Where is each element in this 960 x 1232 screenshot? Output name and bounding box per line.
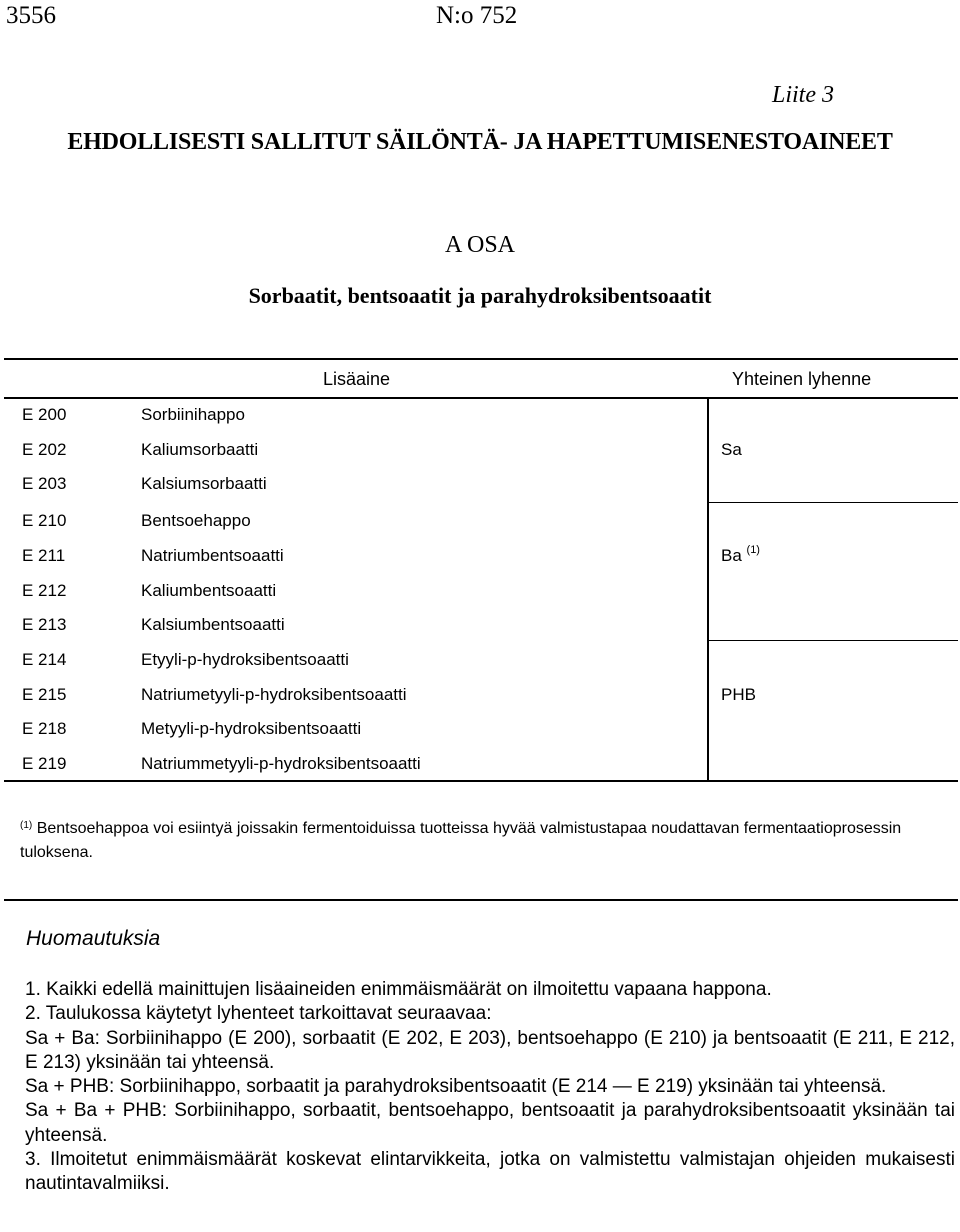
notes-list bbox=[25, 978, 955, 1197]
table-row-name: Metyyli-p-hydroksibentsoaatti bbox=[141, 719, 362, 738]
abbreviation-ba: Ba $^{(1)}$ bbox=[721, 544, 760, 565]
table-row-name: Kalsiumsorbaatti bbox=[141, 474, 267, 493]
table-row-code: E 215 bbox=[22, 685, 67, 704]
notes-separator-rule bbox=[4, 899, 958, 901]
table-row-name: Sorbiinihappo bbox=[141, 405, 245, 424]
table-row-code: E 213 bbox=[22, 615, 67, 634]
table-footnote bbox=[20, 817, 940, 865]
table-row-name: Natriummetyyli-p-hydroksibentsoaatti bbox=[141, 754, 421, 773]
section-subtitle: Sorbaatit, bentsoaatit ja parahydroksibentsoaatit bbox=[248, 283, 712, 308]
abbreviation-sa: Sa bbox=[721, 440, 742, 459]
table-row-code: E 210 bbox=[22, 511, 67, 530]
table-row-code: E 203 bbox=[22, 474, 67, 493]
table-row-code: E 212 bbox=[22, 581, 67, 600]
table-row-name: Etyyli-p-hydroksibentsoaatti bbox=[141, 650, 349, 669]
table-row-name: Natriumbentsoaatti bbox=[141, 546, 284, 565]
table-row-name: Kaliumbentsoaatti bbox=[141, 581, 277, 600]
footnote-text: Bentsoehappoa voi esiintyä joissakin fermentoiduissa tuotteissa hyvää valmistustapaa noudattavan fermentaatioprosessin tuloksena. bbox=[20, 820, 902, 861]
notes-heading: Huomautuksia bbox=[26, 927, 161, 950]
note-line: Sa + Ba: Sorbiinihappo (E 200), sorbaatit (E 202, E 203), bentsoehappo (E 210) ja bentsoaatit (E 211, E 212, E 213) yksinään tai yhteensä. bbox=[25, 1027, 955, 1073]
table-top-rule bbox=[4, 358, 958, 360]
appendix-label: Liite 3 bbox=[771, 82, 834, 108]
header-additive: Lisäaine bbox=[323, 369, 391, 389]
section-heading: A OSA bbox=[444, 232, 516, 258]
footnote-marker: (1) bbox=[20, 820, 33, 831]
note-line: Sa + PHB: Sorbiinihappo, sorbaatit ja parahydroksibentsoaatit (E 214 — E 219) yksinään tai yhteensä. bbox=[25, 1076, 887, 1098]
footnote-marker: (1) bbox=[746, 544, 760, 556]
page-number: 3556 bbox=[6, 2, 56, 29]
table-row-code: E 202 bbox=[22, 440, 67, 459]
note-line: 1. Kaikki edellä mainittujen lisäaineiden enimmäismäärät on ilmoitettu vapaana happona. bbox=[25, 979, 772, 1000]
table-row-name: Bentsoehappo bbox=[141, 511, 251, 530]
table-row-name: Natriumetyyli-p-hydroksibentsoaatti bbox=[141, 685, 407, 704]
group-divider-sa bbox=[708, 502, 958, 503]
table-row-code: E 218 bbox=[22, 719, 67, 738]
column-divider bbox=[707, 398, 709, 780]
group-divider-ba bbox=[708, 640, 958, 641]
note-line: 3. Ilmoitetut enimmäismäärät koskevat elintarvikkeita, jotka on valmistettu valmistajan ohjeiden mukaisesti nautintavalmiiksi. bbox=[25, 1149, 955, 1195]
note-line: 2. Taulukossa käytetyt lyhenteet tarkoittavat seuraavaa: bbox=[25, 1003, 492, 1025]
abbreviation-phb: PHB bbox=[721, 685, 756, 704]
table-row-code: E 214 bbox=[22, 650, 67, 669]
table-row-code: E 200 bbox=[22, 405, 67, 424]
document-title: EHDOLLISESTI SALLITUT SÄILÖNTÄ- JA HAPETTUMISENESTOAINEET bbox=[67, 129, 893, 155]
table-header-rule bbox=[4, 397, 958, 399]
header-abbreviation: Yhteinen lyhenne bbox=[732, 369, 872, 389]
table-row-code: E 219 bbox=[22, 754, 67, 773]
table-row-name: Kalsiumbentsoaatti bbox=[141, 615, 285, 634]
note-line: Sa + Ba + PHB: Sorbiinihappo, sorbaatit, bentsoehappo, bentsoaatit ja parahydroksibentsoaatit yksinään tai yhteensä. bbox=[25, 1100, 955, 1146]
table-bottom-rule bbox=[4, 780, 958, 782]
issue-number: N:o 752 bbox=[436, 2, 518, 29]
table-row-code: E 211 bbox=[22, 546, 66, 565]
table-row-name: Kaliumsorbaatti bbox=[141, 440, 259, 459]
